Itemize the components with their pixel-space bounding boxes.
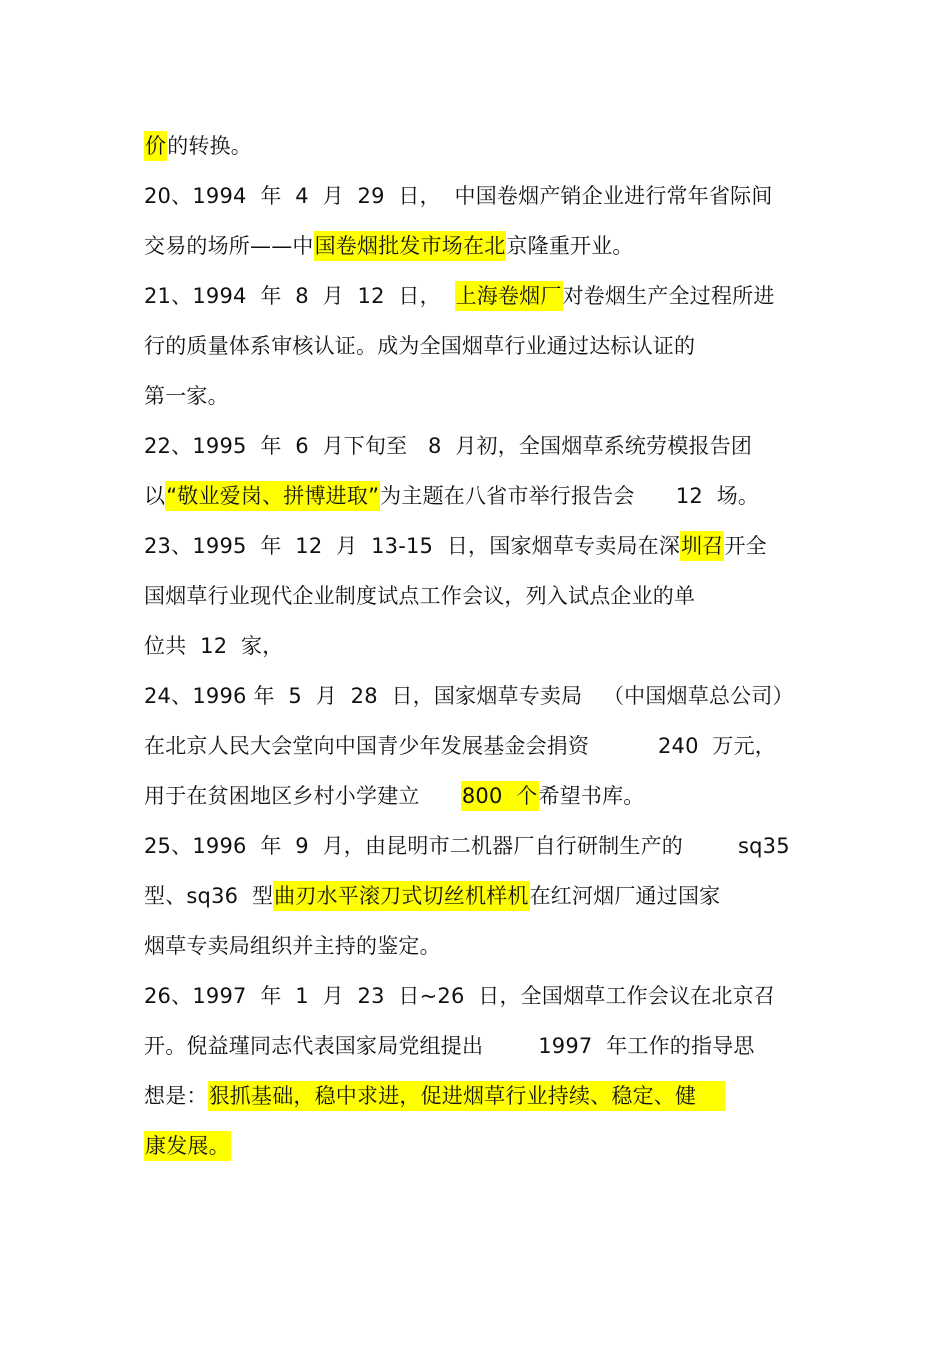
text-line <box>144 1026 755 1066</box>
text-line <box>144 926 441 966</box>
text-line <box>144 876 720 916</box>
text-line <box>144 626 283 666</box>
text-line <box>144 676 794 716</box>
highlighted-text: 上海卷烟厂 <box>455 281 563 311</box>
text-segment: 交易的场所——中 <box>144 234 314 258</box>
text-segment: 国烟草行业现代企业制度试点工作会议，列入试点企业的单 <box>144 584 696 608</box>
text-segment: 20、1994 年 4 月 29 日， 中国卷烟产销企业进行常年省际间 <box>144 184 773 208</box>
text-segment: 希望书库。 <box>538 784 645 808</box>
highlighted-text: 圳召 <box>680 531 724 561</box>
text-segment: 开全 <box>724 534 767 558</box>
text-segment: 23、1995 年 12 月 13-15 日，国家烟草专卖局在深 <box>144 534 681 558</box>
text-line <box>144 1126 231 1166</box>
text-segment: 位共 12 家， <box>144 634 284 658</box>
text-segment: 型、sq36 型 <box>144 884 274 908</box>
text-line <box>144 226 634 266</box>
text-segment: 为主题在八省市举行报告会 12 场。 <box>380 484 760 508</box>
text-line <box>144 176 773 216</box>
text-line <box>144 576 695 616</box>
text-segment: 烟草专卖局组织并主持的鉴定。 <box>144 934 441 958</box>
text-line <box>144 326 695 366</box>
highlighted-text: 国卷烟批发市场在北 <box>314 231 507 261</box>
text-line <box>144 126 252 166</box>
text-segment: 想是： <box>144 1084 208 1108</box>
text-segment: 22、1995 年 6 月下旬至 8 月初，全国烟草系统劳模报告团 <box>144 434 753 458</box>
text-line <box>144 976 775 1016</box>
text-line <box>144 1076 725 1116</box>
text-segment: 在红河烟厂通过国家 <box>529 884 721 908</box>
text-segment: 行的质量体系审核认证。成为全国烟草行业通过达标认证的 <box>144 334 696 358</box>
text-line <box>144 476 759 516</box>
highlighted-text: “敬业爱岗、拼博进取” <box>165 481 380 511</box>
text-line <box>144 826 790 866</box>
highlighted-text: 曲刃水平滚刀式切丝机样机 <box>273 881 529 911</box>
text-segment: 的转换。 <box>167 134 253 158</box>
text-line <box>144 776 645 816</box>
text-segment: 第一家。 <box>144 384 229 408</box>
text-segment: 在北京人民大会堂向中国青少年发展基金会捐资 240 万元， <box>144 734 776 758</box>
text-segment: 京隆重开业。 <box>506 234 634 258</box>
text-segment: 24、1996 年 5 月 28 日，国家烟草专卖局 （中国烟草总公司） <box>144 684 794 708</box>
text-segment: 21、1994 年 8 月 12 日， <box>144 284 455 308</box>
highlighted-text: 价 <box>144 131 167 161</box>
highlighted-text: 800 个 <box>461 781 539 811</box>
highlighted-text: 康发展。 <box>144 1131 231 1161</box>
text-segment: 对卷烟生产全过程所进 <box>562 284 775 308</box>
text-line <box>144 376 229 416</box>
text-line <box>144 426 752 466</box>
text-segment: 25、1996 年 9 月，由昆明市二机器厂自行研制生产的 sq35 <box>144 834 790 858</box>
text-segment: 开。倪益瑾同志代表国家局党组提出 1997 年工作的指导思 <box>144 1034 755 1058</box>
text-line <box>144 726 776 766</box>
text-line <box>144 526 767 566</box>
text-segment: 以 <box>144 484 166 508</box>
highlighted-text: 狠抓基础，稳中求进，促进烟草行业持续、稳定、健 <box>208 1081 725 1111</box>
text-line <box>144 276 775 316</box>
text-segment: 26、1997 年 1 月 23 日~26 日，全国烟草工作会议在北京召 <box>144 984 776 1008</box>
text-segment: 用于在贫困地区乡村小学建立 <box>144 784 461 808</box>
